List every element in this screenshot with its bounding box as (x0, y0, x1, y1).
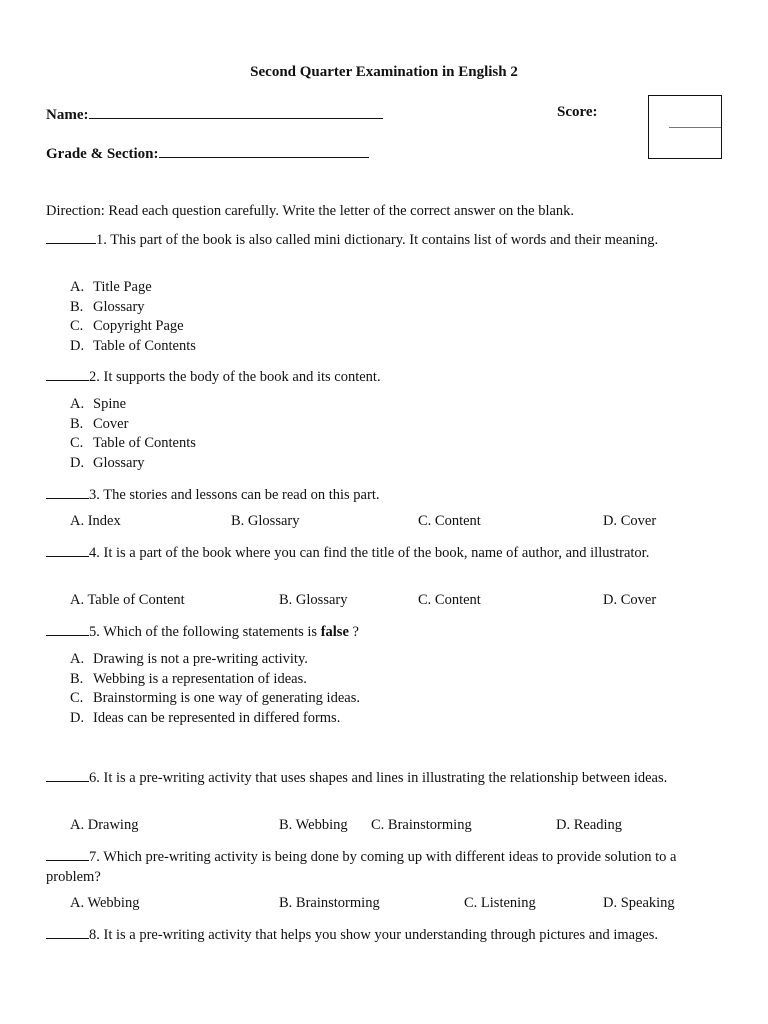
question-8-text: 8. It is a pre-writing activity that helps you show your understanding through pictures and images. (89, 927, 659, 943)
answer-blank-7[interactable] (46, 846, 89, 861)
answer-blank-1[interactable] (46, 229, 96, 244)
score-label: Score: (557, 104, 598, 120)
grade-section-field (46, 143, 369, 163)
question-7-text: 7. Which pre-writing activity is being done by coming up with different ideas to provide solution to a problem? (46, 849, 677, 885)
option-item: A. Spine (70, 396, 127, 412)
option-item: B. Glossary (231, 513, 300, 529)
option-item: C. Table of Contents (70, 435, 196, 452)
exam-title: Second Quarter Examination in English 2 (250, 64, 518, 80)
name-label: Name: (46, 107, 89, 123)
answer-blank-4[interactable] (46, 542, 89, 557)
question-3-text: 3. The stories and lessons can be read on this part. (89, 487, 380, 503)
option-item: B. Brainstorming (279, 895, 380, 911)
question-6-text: 6. It is a pre-writing activity that uses shapes and lines in illustrating the relationship between ideas. (89, 770, 668, 786)
answer-blank-3[interactable] (46, 484, 89, 499)
question-4 (46, 542, 726, 563)
name-field (46, 104, 383, 124)
option-item: C. Content (418, 513, 481, 529)
answer-blank-2[interactable] (46, 366, 89, 381)
option-item: D. Cover (603, 592, 657, 608)
option-item: B. Webbing is a representation of ideas. (70, 670, 307, 687)
option-item: A. Title Page (70, 279, 152, 295)
question-2 (46, 366, 726, 387)
answer-blank-6[interactable] (46, 767, 89, 782)
question-3 (46, 484, 726, 505)
option-item: B. Glossary (279, 592, 348, 608)
option-item: C. Brainstorming (371, 817, 472, 833)
grade-section-blank-line[interactable] (159, 143, 369, 158)
score-box[interactable] (648, 95, 722, 159)
option-item: C. Copyright Page (70, 318, 184, 335)
question-4-text: 4. It is a part of the book where you can find the title of the book, name of author, and illustrator. (89, 545, 650, 561)
name-blank-line[interactable] (89, 104, 383, 119)
question-1-options (70, 278, 196, 356)
score-box-divider (669, 127, 721, 128)
answer-blank-8[interactable] (46, 924, 89, 939)
keyword-false: false (320, 624, 349, 640)
option-item: A. Drawing (70, 817, 139, 833)
question-1 (46, 229, 726, 250)
question-2-text: 2. It supports the body of the book and its content. (89, 369, 381, 385)
option-item: C. Brainstorming is one way of generating ideas. (70, 690, 360, 707)
option-item: B. Glossary (70, 298, 145, 315)
option-item: D. Glossary (70, 454, 145, 471)
question-5-options (70, 650, 360, 728)
question-8 (46, 924, 726, 945)
option-item: D. Table of Contents (70, 337, 196, 354)
option-item: A. Table of Content (70, 592, 185, 608)
option-item: D. Reading (556, 817, 623, 833)
question-6 (46, 767, 726, 788)
option-item: B. Cover (70, 415, 129, 432)
question-2-options (70, 395, 196, 473)
option-item: D. Speaking (603, 895, 675, 911)
direction-text: Direction: Read each question carefully. Write the letter of the correct answer on the blank. (46, 203, 575, 219)
option-item: A. Webbing (70, 895, 140, 911)
question-1-text: 1. This part of the book is also called mini dictionary. It contains list of words and their meaning. (96, 232, 659, 248)
question-7 (46, 846, 726, 887)
option-item: A. Index (70, 513, 121, 529)
grade-section-label: Grade & Section: (46, 146, 159, 162)
option-item: C. Listening (464, 895, 536, 911)
option-item: A. Drawing is not a pre-writing activity. (70, 651, 308, 667)
option-item: C. Content (418, 592, 481, 608)
option-item: D. Ideas can be represented in differed forms. (70, 709, 341, 726)
option-item: D. Cover (603, 513, 657, 529)
option-item: B. Webbing (279, 817, 348, 833)
question-5: 5. Which of the following statements is false ? (46, 621, 726, 642)
answer-blank-5[interactable] (46, 621, 89, 636)
